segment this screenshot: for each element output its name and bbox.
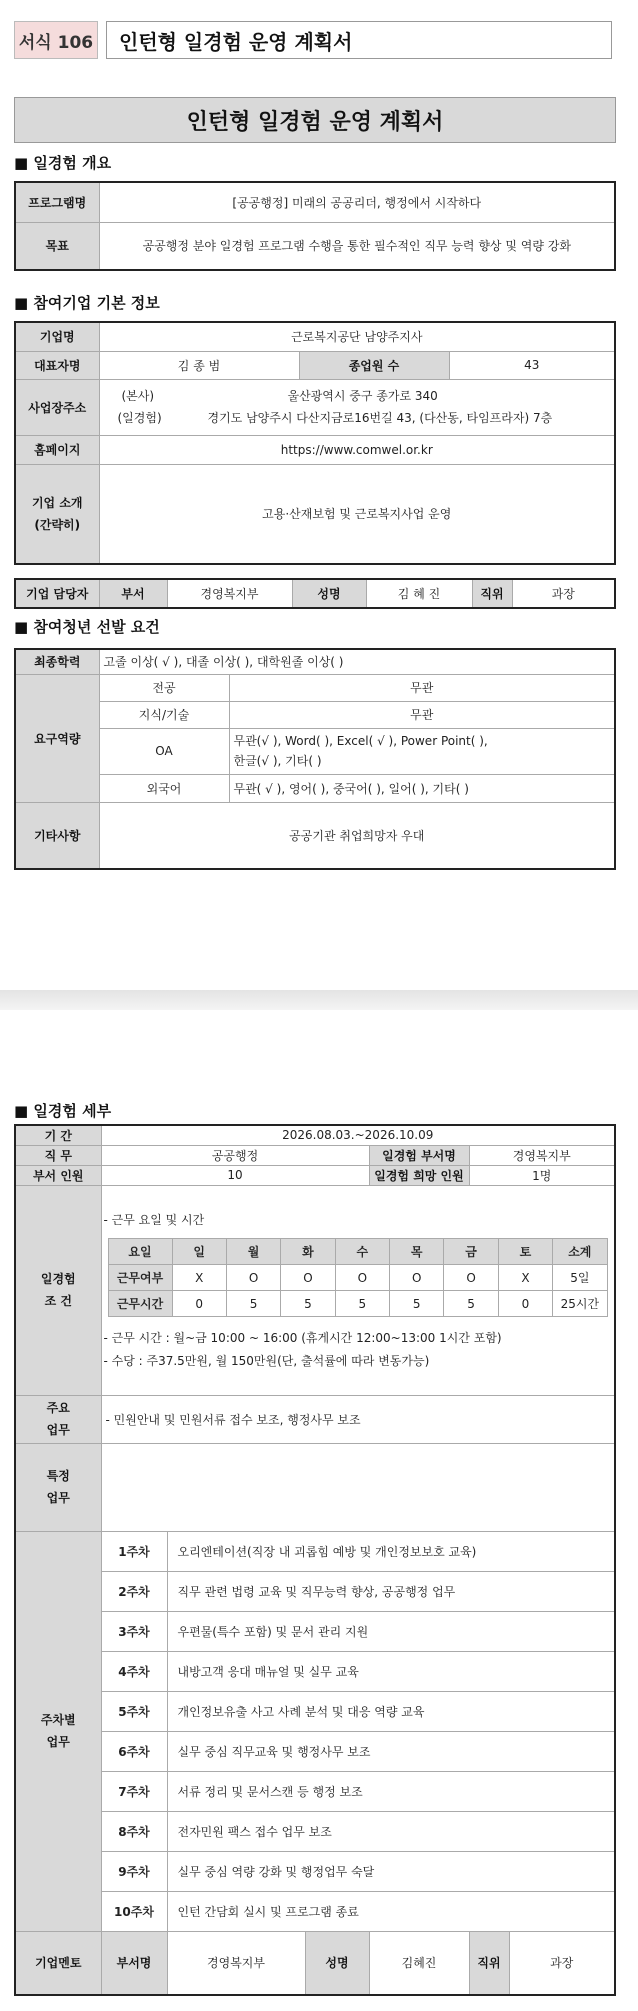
weekly-rows [15,1531,615,1931]
homepage-label: 홈페이지 [15,435,99,464]
schedule-work-cell: 근무여부 [108,1265,172,1291]
schedule-header-cell: 수 [335,1239,389,1265]
requirements-table [14,648,616,870]
program-label: 프로그램명 [15,182,99,222]
homepage-value: https://www.comwel.or.kr [99,435,615,464]
oa-value [229,728,615,774]
page-two [0,1010,638,2011]
job-value: 공공행정 [101,1145,369,1165]
oa-line2: 한글(√ ), 기타( ) [233,754,322,768]
mentor-name-value: 김혜진 [369,1931,469,1995]
mentor-position-label: 직위 [469,1931,509,1995]
week-number: 5주차 [101,1691,167,1731]
week-task: 직무 관련 법령 교육 및 직무능력 향상, 공공행정 업무 [167,1571,615,1611]
schedule-header-cell: 소계 [553,1239,607,1265]
special-task-label-line1: 특정 [46,1469,70,1483]
condition-label-line2: 조 건 [44,1294,72,1308]
employee-count-value: 43 [449,351,615,379]
week-number: 9주차 [101,1851,167,1891]
intro-label-line2: (간략히) [34,517,81,532]
manager-label: 기업 담당자 [15,579,99,608]
detail-table [14,1124,616,1996]
schedule-work-cell: X [498,1265,552,1291]
schedule-header-cell: 화 [281,1239,335,1265]
ceo-value: 김 종 범 [99,351,299,379]
weekly-row [15,1691,615,1731]
intro-label [15,464,99,564]
weekly-row [15,1771,615,1811]
weekly-row [15,1891,615,1931]
overview-table [14,181,616,271]
week-number: 10주차 [101,1891,167,1931]
major-value: 무관 [229,674,615,701]
ceo-label: 대표자명 [15,351,99,379]
etc-value: 공공기관 취업희망자 우대 [99,802,615,869]
week-task: 개인정보유출 사고 사례 분석 및 대응 역량 교육 [167,1691,615,1731]
section-overview-heading: ■ 일경험 개요 [14,154,112,172]
section-requirements-heading: ■ 참여청년 선발 요건 [14,618,160,636]
manager-table [14,578,616,609]
oa-label: OA [99,728,229,774]
intro-value: 고용·산재보험 및 근로복지사업 운영 [99,464,615,564]
weekly-row [15,1651,615,1691]
week-task: 서류 정리 및 문서스캔 등 행정 보조 [167,1771,615,1811]
language-label: 외국어 [99,774,229,802]
address-value [99,379,615,435]
weekly-label-line1: 주차별 [40,1713,76,1727]
schedule-hours-cell: 25시간 [553,1291,607,1317]
page-separator [0,990,638,1010]
manager-dept-label: 부서 [99,579,167,608]
schedule-row [108,1291,607,1317]
form-header [14,21,612,59]
hope-count-value: 1명 [469,1165,615,1185]
hours-note: - 근무 시간 : 월~금 10:00 ~ 16:00 (휴게시간 12:00~13:00 1시간 포함) [103,1331,502,1345]
schedule-row [108,1239,607,1265]
employee-count-label: 종업원 수 [299,351,449,379]
education-value: 고졸 이상( √ ), 대졸 이상( ), 대학원졸 이상( ) [99,649,615,674]
condition-title: - 근무 요일 및 시간 [103,1213,205,1227]
skill-value: 무관 [229,701,615,728]
schedule-header-cell: 일 [172,1239,226,1265]
manager-position-label: 직위 [472,579,512,608]
condition-label-line1: 일경험 [40,1272,76,1286]
oa-line1: 무관(√ ), Word( ), Excel( √ ), Power Point( ), [233,734,488,748]
company-name-label: 기업명 [15,322,99,351]
week-number: 6주차 [101,1731,167,1771]
work-dept-label: 일경험 부서명 [369,1145,469,1165]
weekly-row [15,1811,615,1851]
mentor-position-value: 과장 [509,1931,615,1995]
schedule-hours-cell: 5 [226,1291,280,1317]
address-hq-tag: (본사) [121,389,155,403]
hope-count-label: 일경험 희망 인원 [369,1165,469,1185]
weekly-row [15,1731,615,1771]
section-company-heading: ■ 참여기업 기본 정보 [14,294,160,312]
manager-name-label: 성명 [292,579,366,608]
company-table [14,321,616,565]
weekly-row [15,1851,615,1891]
schedule-hours-cell: 0 [172,1291,226,1317]
schedule-hours-cell: 근무시간 [108,1291,172,1317]
period-label: 기 간 [15,1125,101,1145]
week-task: 내방고객 응대 매뉴얼 및 실무 교육 [167,1651,615,1691]
intro-label-line1: 기업 소개 [31,495,83,510]
weekly-row [15,1531,615,1571]
schedule-work-cell: 5일 [553,1265,607,1291]
week-number: 2주차 [101,1571,167,1611]
section-detail-heading: ■ 일경험 세부 [14,1102,112,1120]
condition-label [15,1185,101,1395]
main-task-label-line2: 업무 [46,1423,70,1437]
schedule-work-cell: O [390,1265,444,1291]
goal-label: 목표 [15,222,99,270]
manager-position-value: 과장 [512,579,615,608]
work-dept-value: 경영복지부 [469,1145,615,1165]
job-label: 직 무 [15,1145,101,1165]
form-number-tag: 서식 106 [14,21,98,59]
schedule-header-cell: 요일 [108,1239,172,1265]
special-task-label-line2: 업무 [46,1491,70,1505]
education-label: 최종학력 [15,649,99,674]
weekly-label-line2: 업무 [46,1735,70,1749]
mentor-dept-value: 경영복지부 [167,1931,305,1995]
schedule-hours-cell: 5 [281,1291,335,1317]
period-value: 2026.08.03.~2026.10.09 [101,1125,615,1145]
schedule-header-cell: 목 [390,1239,444,1265]
mentor-label: 기업멘토 [15,1931,101,1995]
special-task-label [15,1443,101,1531]
week-task: 인턴 간담회 실시 및 프로그램 종료 [167,1891,615,1931]
schedule-header-cell: 월 [226,1239,280,1265]
week-task: 오리엔테이션(직장 내 괴롭힘 예방 및 개인정보보호 교육) [167,1531,615,1571]
pay-note: - 수당 : 주37.5만원, 월 150만원(단, 출석률에 따라 변동가능) [103,1354,430,1368]
document-title-banner: 인턴형 일경험 운영 계획서 [14,97,616,143]
week-number: 7주차 [101,1771,167,1811]
weekly-row [15,1571,615,1611]
schedule-header-cell: 토 [498,1239,552,1265]
weekly-label [15,1531,101,1931]
schedule-table [108,1238,608,1317]
main-task-label-line1: 주요 [46,1401,70,1415]
major-label: 전공 [99,674,229,701]
address-hq: 울산광역시 중구 종가로 340 [287,389,438,403]
language-value: 무관( √ ), 영어( ), 중국어( ), 일어( ), 기타( ) [229,774,615,802]
week-task: 실무 중심 직무교육 및 행정사무 보조 [167,1731,615,1771]
mentor-dept-label: 부서명 [101,1931,167,1995]
schedule-header-cell: 금 [444,1239,498,1265]
week-task: 우편물(특수 포함) 및 문서 관리 지원 [167,1611,615,1651]
goal-value: 공공행정 분야 일경험 프로그램 수행을 통한 필수적인 직무 능력 향상 및 역량 강화 [99,222,615,270]
main-task-label [15,1395,101,1443]
schedule-work-cell: X [172,1265,226,1291]
form-title: 인턴형 일경험 운영 계획서 [106,21,612,59]
schedule-hours-cell: 0 [498,1291,552,1317]
week-number: 1주차 [101,1531,167,1571]
etc-label: 기타사항 [15,802,99,869]
page-one [0,0,638,990]
main-task-value: - 민원안내 및 민원서류 접수 보조, 행정사무 보조 [101,1395,615,1443]
competency-label: 요구역량 [15,674,99,802]
schedule-hours-cell: 5 [390,1291,444,1317]
week-number: 8주차 [101,1811,167,1851]
special-task-value [101,1443,615,1531]
schedule-row [108,1265,607,1291]
weekly-row [15,1611,615,1651]
schedule-work-cell: O [281,1265,335,1291]
company-name-value: 근로복지공단 남양주지사 [99,322,615,351]
program-value: [공공행정] 미래의 공공리더, 행정에서 시작하다 [99,182,615,222]
schedule-work-cell: O [226,1265,280,1291]
staff-label: 부서 인원 [15,1165,101,1185]
week-task: 실무 중심 역량 강화 및 행정업무 숙달 [167,1851,615,1891]
week-task: 전자민원 팩스 접수 업무 보조 [167,1811,615,1851]
week-number: 3주차 [101,1611,167,1651]
manager-name-value: 김 혜 진 [366,579,472,608]
schedule-hours-cell: 5 [444,1291,498,1317]
schedule-work-cell: O [335,1265,389,1291]
skill-label: 지식/기술 [99,701,229,728]
week-number: 4주차 [101,1651,167,1691]
mentor-name-label: 성명 [305,1931,369,1995]
address-work: 경기도 남양주시 다산지금로16번길 43, (다산동, 타임프라자) 7층 [207,411,553,425]
condition-value [101,1185,615,1395]
schedule-hours-cell: 5 [335,1291,389,1317]
address-work-tag: (일경험) [117,411,162,425]
manager-dept-value: 경영복지부 [167,579,292,608]
address-label: 사업장주소 [15,379,99,435]
staff-value: 10 [101,1165,369,1185]
schedule-work-cell: O [444,1265,498,1291]
